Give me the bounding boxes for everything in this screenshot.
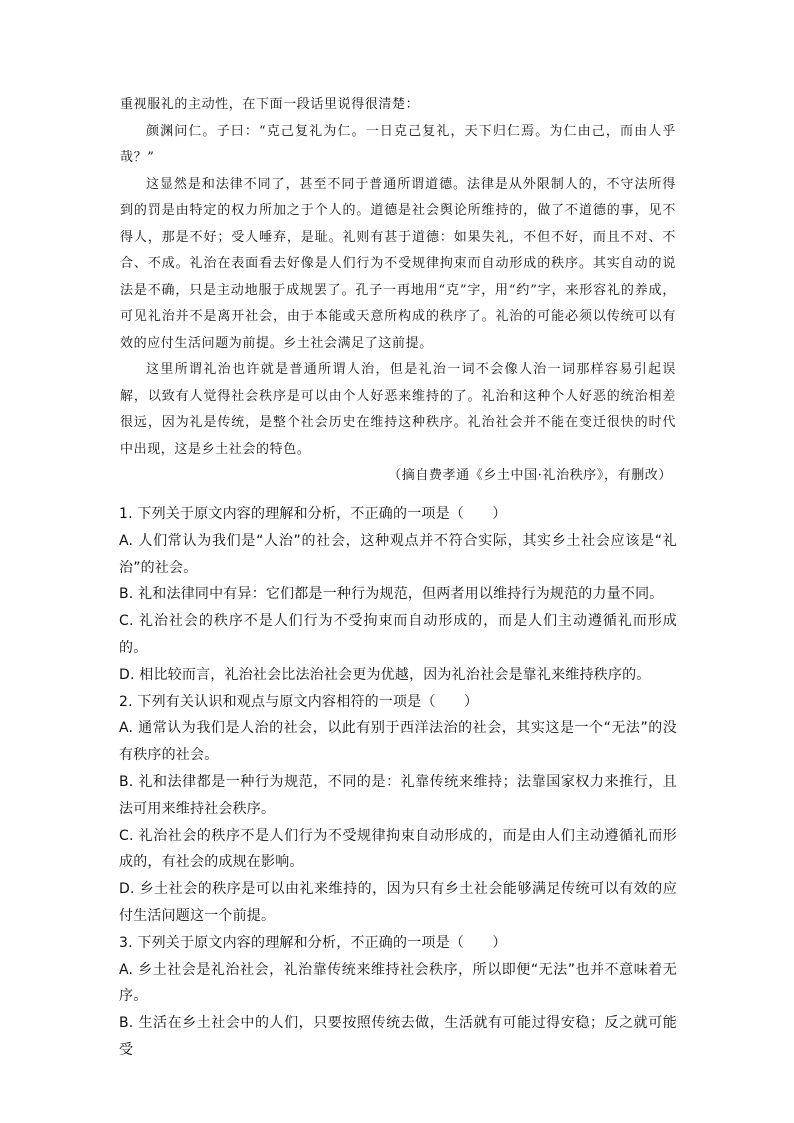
question-1-option-c: C. 礼治社会的秩序不是人们行为不受拘束而自动形成的，而是人们主动遵循礼而形成的。 bbox=[119, 613, 677, 656]
passage-source: （摘自费孝通《乡土中国·礼治秩序》，有删改） bbox=[388, 468, 672, 483]
question-2-option-a: A. 通常认为我们是人治的社会，以此有别于西洋法治的社会，其实这是一个“无法”的没有秩序的社会。 bbox=[119, 720, 677, 764]
passage-paragraph-2: 颜渊问仁。子曰：“克己复礼为仁。一日克己复礼，天下归仁焉。为仁由己，而由人乎哉？” bbox=[120, 123, 676, 165]
question-3-stem: 3. 下列关于原文内容的理解和分析，不正确的一项是（ ） bbox=[119, 934, 507, 951]
question-list bbox=[119, 501, 677, 1064]
question-1-option-a: A. 人们常认为我们是“人治”的社会，这种观点并不符合实际，其实乡土社会应该是“礼治”的社会。 bbox=[119, 532, 677, 576]
passage-paragraph-1: 重视服礼的主动性，在下面一段话里说得很清楚： bbox=[120, 97, 420, 112]
question-2-option-c: C. 礼治社会的秩序不是人们行为不受规律拘束自动形成的，而是由人们主动遵循礼而形成的，有社会的成规在影响。 bbox=[119, 827, 677, 871]
passage-paragraph-3: 这显然是和法律不同了，甚至不同于普通所谓道德。法律是从外限制人的，不守法所得到的罚是由特定的权力所加之于个人的。道德是社会舆论所维持的，做了不道德的事，见不得人，那是不好；受人唾弃，是耻。礼则有甚于道德：如果失礼，不但不好，而且不对、不合、不成。礼治在表面看去好像是人们行为不受规律拘束而自动形成的秩序。其实自动的说法是不确，只是主动地服于成规罢了。孔子一再地用“克”字，用“约”字，来形容礼的养成，可见礼治并不是离开社会，由于本能或天意所构成的秩序了。礼治的可能必须以传统可以有效的应付生活问题为前提。乡土社会满足了这前提。 bbox=[120, 176, 676, 351]
passage-paragraph-4: 这里所谓礼治也许就是普通所谓人治，但是礼治一词不会像人治一词那样容易引起误解，以致有人觉得社会秩序是可以由个人好恶来维持的了。礼治和这种个人好恶的统治相差很远，因为礼是传统，是整个社会历史在维持这种秩序。礼治社会并不能在变迁很快的时代中出现，这是乡土社会的特色。 bbox=[120, 362, 676, 457]
question-3-option-b: B. 生活在乡土社会中的人们，只要按照传统去做，生活就有可能过得安稳；反之就可能受 bbox=[119, 1015, 677, 1058]
question-1-option-d: D. 相比较而言，礼治社会比法治社会更为优越，因为礼治社会是靠礼来维持秩序的。 bbox=[119, 666, 651, 683]
question-2-option-d: D. 乡土社会的秩序是可以由礼来维持的，因为只有乡土社会能够满足传统可以有效的应付生活问题这一个前提。 bbox=[119, 881, 677, 924]
question-1-stem: 1. 下列关于原文内容的理解和分析，不正确的一项是（ ） bbox=[119, 506, 507, 522]
question-2-option-b: B. 礼和法律都是一种行为规范，不同的是：礼靠传统来维持；法靠国家权力来推行，且法可用来维持社会秩序。 bbox=[119, 773, 677, 817]
question-2-stem: 2. 下列有关认识和观点与原文内容相符的一项是（ ） bbox=[119, 693, 479, 710]
question-1-option-b: B. 礼和法律同中有异：它们都是一种行为规范，但两者用以维持行为规范的力量不同。 bbox=[119, 586, 664, 603]
question-3-option-a: A. 乡土社会是礼治社会，礼治靠传统来维持社会秩序，所以即便“无法”也并不意味着无序。 bbox=[119, 961, 677, 1005]
reading-passage bbox=[120, 92, 676, 490]
